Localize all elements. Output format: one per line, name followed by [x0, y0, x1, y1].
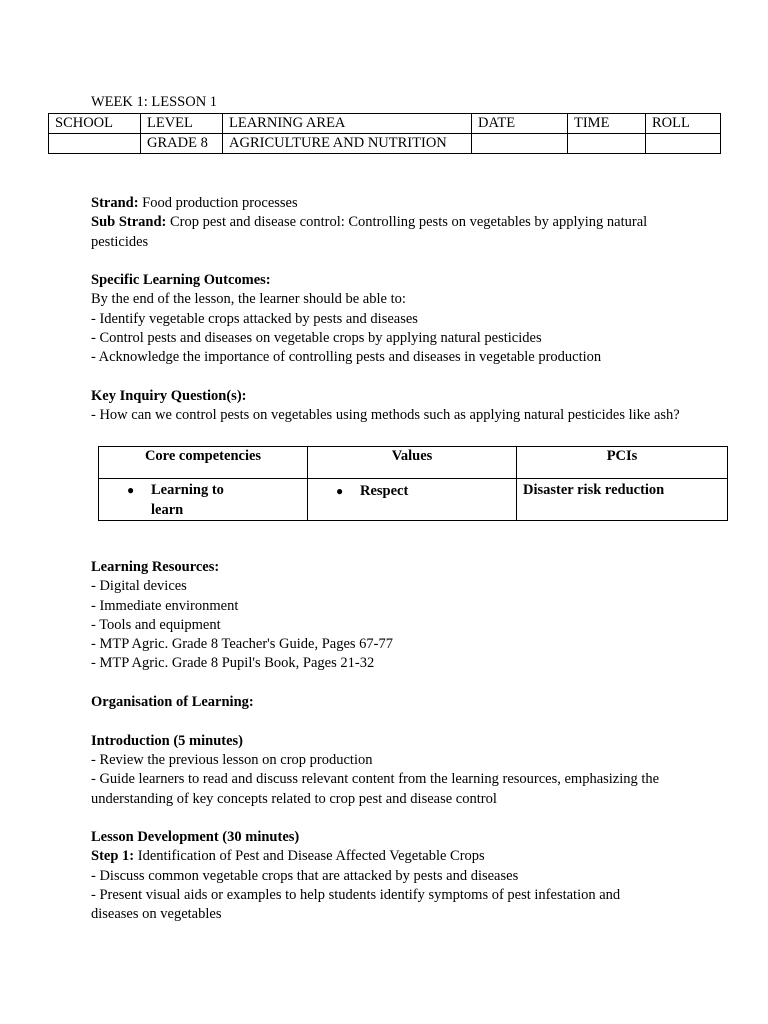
- value-cell-roll: [646, 134, 721, 154]
- header-cell-level: LEVEL: [141, 114, 223, 134]
- strand-value: Food production processes: [138, 195, 298, 211]
- lesson-body-upper: [91, 194, 691, 426]
- resources-heading: Learning Resources:: [91, 559, 220, 575]
- header-cell-date: DATE: [472, 114, 568, 134]
- pci-cell: [517, 479, 728, 521]
- value-cell: [308, 479, 517, 521]
- resource-item: - MTP Agric. Grade 8 Pupil's Book, Pages 21-32: [91, 655, 375, 672]
- pci-text: Disaster risk reduction: [523, 482, 665, 498]
- value-row: [49, 134, 721, 154]
- competency-table: [98, 446, 728, 521]
- sub-strand-line: [91, 213, 691, 252]
- competency-row: [99, 479, 728, 521]
- lesson-header-table: [48, 113, 721, 154]
- outcome-item: - Acknowledge the importance of controlling pests and diseases in vegetable production: [91, 349, 602, 366]
- bullet-icon: ●: [336, 484, 344, 498]
- sub-strand-label: Sub Strand:: [91, 214, 167, 231]
- core-competency-cell: [99, 479, 308, 521]
- outcome-item: - Control pests and diseases on vegetable crops by applying natural pesticides: [91, 330, 542, 347]
- development-item: - Discuss common vegetable crops that are attacked by pests and diseases: [91, 867, 519, 884]
- resource-item: - Tools and equipment: [91, 616, 221, 633]
- value-text: Respect: [360, 483, 409, 499]
- resource-item: - Digital devices: [91, 578, 187, 595]
- bullet-icon: ●: [127, 483, 135, 497]
- outcomes-intro: By the end of the lesson, the learner should be able to:: [91, 291, 406, 308]
- inquiry-heading: Key Inquiry Question(s):: [91, 387, 247, 404]
- inquiry-question: - How can we control pests on vegetables using methods such as applying natural pesticides like ash?: [91, 407, 680, 424]
- strand-label: Strand:: [91, 195, 139, 211]
- organisation-heading: Organisation of Learning:: [91, 694, 254, 711]
- introduction-item: - Review the previous lesson on crop production: [91, 751, 373, 768]
- values-header: Values: [308, 447, 517, 479]
- week-lesson-label: WEEK 1: LESSON 1: [91, 94, 218, 110]
- header-cell-learning-area: LEARNING AREA: [223, 114, 472, 134]
- value-cell-time: [568, 134, 646, 154]
- competency-header-row: [99, 447, 728, 479]
- header-row: [49, 114, 721, 134]
- value-cell-level: GRADE 8: [141, 134, 223, 154]
- strand-line: [91, 194, 691, 213]
- core-competencies-header: Core competencies: [99, 447, 308, 479]
- core-competency-text: Learning to learn: [151, 482, 224, 518]
- development-heading: Lesson Development (30 minutes): [91, 829, 300, 846]
- introduction-item: - Guide learners to read and discuss relevant content from the learning resources, emphasizing the understanding of key concepts related to crop pest and disease control: [91, 771, 660, 807]
- sub-strand-value: Crop pest and disease control: Controlling pests on vegetables by applying natural pesticides: [91, 214, 648, 250]
- lesson-body-lower: [91, 558, 691, 925]
- development-item: - Present visual aids or examples to help students identify symptoms of pest infestation and diseases on vegetables: [91, 887, 621, 923]
- resource-item: - Immediate environment: [91, 597, 239, 614]
- step-1-title: Identification of Pest and Disease Affected Vegetable Crops: [134, 848, 485, 865]
- header-cell-school: SCHOOL: [49, 114, 141, 134]
- step-1-line: [91, 847, 691, 866]
- pcis-header: PCIs: [517, 447, 728, 479]
- step-1-label: Step 1:: [91, 848, 135, 865]
- value-cell-school: [49, 134, 141, 154]
- introduction-heading: Introduction (5 minutes): [91, 732, 243, 749]
- resource-item: - MTP Agric. Grade 8 Teacher's Guide, Pages 67-77: [91, 636, 393, 653]
- outcome-item: - Identify vegetable crops attacked by pests and diseases: [91, 310, 418, 327]
- outcomes-heading: Specific Learning Outcomes:: [91, 272, 271, 289]
- header-cell-roll: ROLL: [646, 114, 721, 134]
- value-cell-learning-area: AGRICULTURE AND NUTRITION: [223, 134, 472, 154]
- value-cell-date: [472, 134, 568, 154]
- header-cell-time: TIME: [568, 114, 646, 134]
